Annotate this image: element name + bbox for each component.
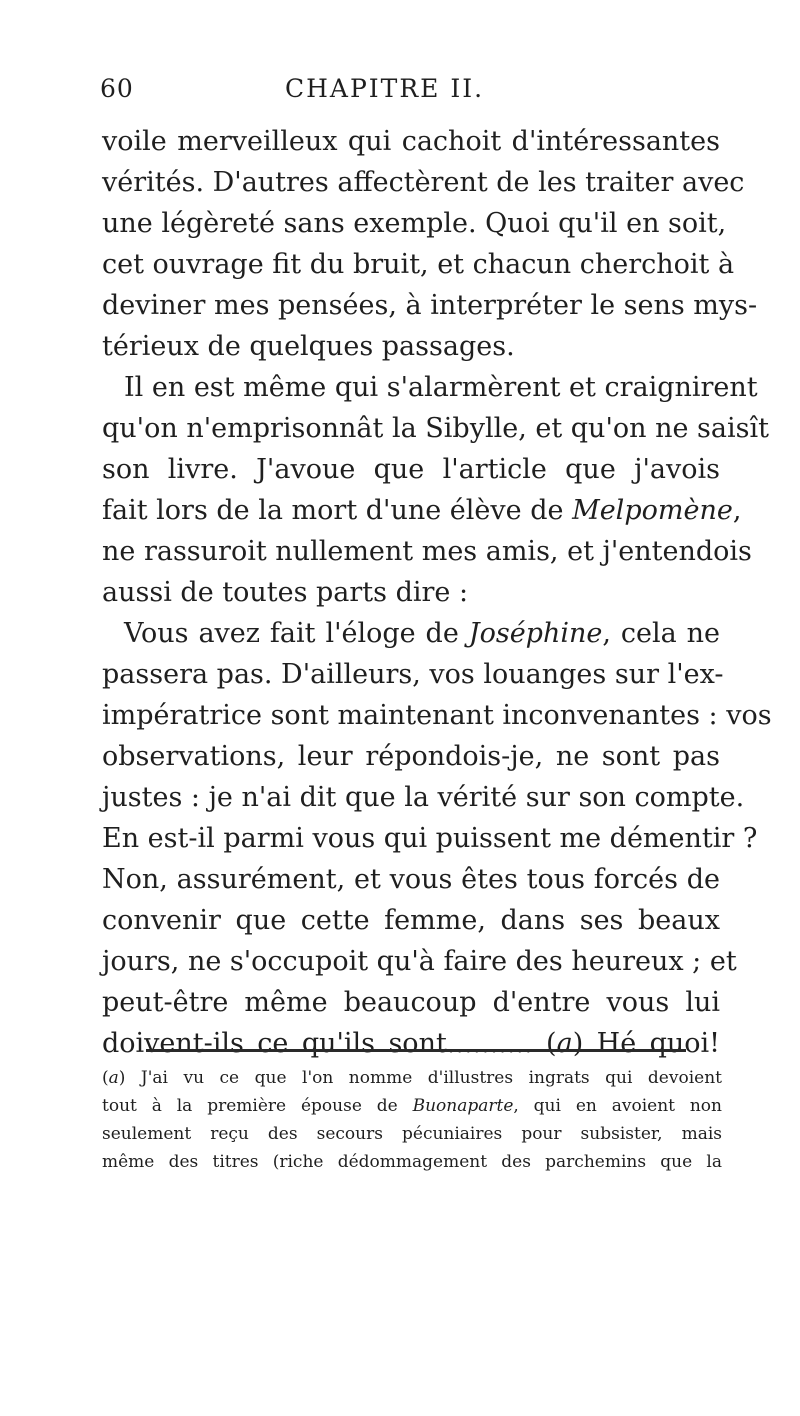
text-line: convenir que cette femme, dans ses beaux [102,905,720,936]
italic-name-melpomene: Melpomène [572,495,733,526]
text-line: passera pas. D'ailleurs, vos louanges sur l'ex- [102,659,724,690]
text-line: jours, ne s'occupoit qu'à faire des heureux ; et [102,946,737,977]
text-segment: ) Hé quoi! [572,1028,721,1059]
text-line: justes : je n'ai dit que la vérité sur son compte. [102,782,745,813]
footnote-line: seulement reçu des secours pécuniaires pour subsister, mais [102,1124,722,1144]
text-line: vérités. D'autres affectèrent de les traiter avec [102,167,745,198]
text-segment: , qui en avoient non [513,1096,722,1116]
text-segment: fait lors de la mort d'une élève de [102,495,573,526]
text-line [102,613,720,654]
text-segment: , [732,495,742,526]
running-head: CHAPITRE II. [285,74,485,103]
footnote-reference: a [556,1028,573,1059]
text-line: qu'on n'emprisonnât la Sibylle, et qu'on ne saisît [102,413,769,444]
text-line: aussi de toutes parts dire : [102,577,469,608]
text-line: Non, assurément, et vous êtes tous forcés de [102,864,720,895]
footnote-line [102,1092,722,1120]
text-line: observations, leur répondois-je, ne sont pas [102,741,720,772]
footnote-marker: a [108,1068,119,1088]
text-line: impératrice sont maintenant inconvenantes : vos [102,700,772,731]
italic-name-buonaparte: Buonaparte [412,1096,514,1116]
text-segment: tout à la première épouse de [102,1096,413,1116]
text-line: peut-être même beaucoup d'entre vous lui [102,987,720,1018]
text-line: cet ouvrage fit du bruit, et chacun cherchoit à [102,249,735,280]
footnote-line [102,1064,722,1092]
text-line: son livre. J'avoue que l'article que j'avois [102,454,720,485]
page-header [100,74,720,114]
footnote [102,1064,722,1176]
footnote-marker-close: ) [118,1068,126,1088]
text-segment: , cela ne [602,618,721,649]
text-line: ne rassuroit nullement mes amis, et j'entendois [102,536,752,567]
italic-name-josephine: Joséphine [468,618,603,649]
page-number: 60 [100,74,134,103]
text-segment: Vous avez fait l'éloge de [124,618,469,649]
footnote-marker-open: ( [102,1068,109,1088]
text-line: térieux de quelques passages. [102,331,515,362]
text-line: Il en est même qui s'alarmèrent et craignirent [124,372,758,403]
text-line: deviner mes pensées, à interpréter le sens mys- [102,290,758,321]
text-line [102,490,742,531]
text-line: En est-il parmi vous qui puissent me démentir ? [102,823,758,854]
footnote-line: même des titres (riche dédommagement des parchemins que la [102,1152,722,1172]
text-segment: J'ai vu ce que l'on nomme d'illustres ingrats qui devoient [125,1068,722,1088]
text-line: voile merveilleux qui cachoit d'intéressantes [102,126,720,157]
footnote-separator [146,1049,686,1052]
body-text [102,121,772,1064]
text-line [102,1023,720,1064]
text-segment: doivent-ils ce qu'ils sont.......... ( [102,1028,557,1059]
text-line: une légèreté sans exemple. Quoi qu'il en soit, [102,208,727,239]
